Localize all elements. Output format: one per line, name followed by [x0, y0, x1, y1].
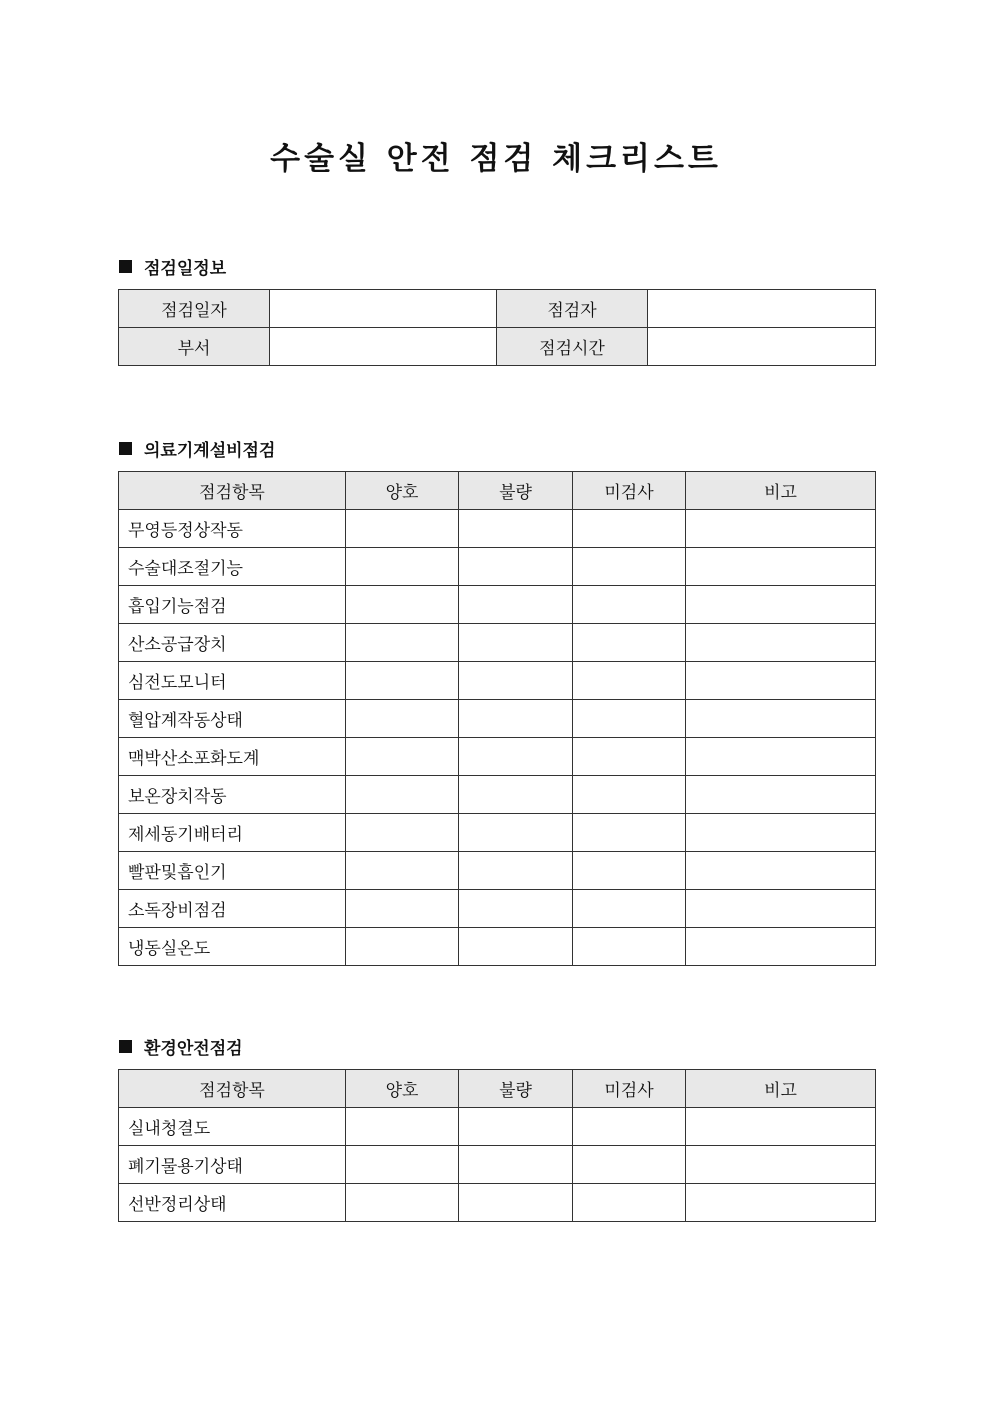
section-heading-label: 의료기계설비점검 — [144, 441, 276, 461]
good-check-cell[interactable] — [346, 700, 459, 738]
section-heading-label: 점검일정보 — [144, 259, 227, 279]
label-inspection-time: 점검시간 — [497, 328, 648, 366]
bad-check-cell[interactable] — [459, 548, 573, 586]
table-row — [119, 928, 876, 966]
remarks-cell[interactable] — [686, 776, 876, 814]
bad-check-cell[interactable] — [459, 814, 573, 852]
checklist-item-label: 실내청결도 — [119, 1108, 346, 1146]
checklist-item-label: 무영등정상작동 — [119, 510, 346, 548]
section-heading-equipment — [119, 436, 275, 461]
checklist-item-label: 제세동기배터리 — [119, 814, 346, 852]
table-row — [119, 662, 876, 700]
not-inspected-check-cell[interactable] — [573, 700, 686, 738]
not-inspected-check-cell[interactable] — [573, 852, 686, 890]
checklist-item-label: 수술대조절기능 — [119, 548, 346, 586]
inspector-field[interactable] — [648, 290, 876, 328]
remarks-column-header: 비고 — [686, 472, 876, 510]
remarks-cell[interactable] — [686, 852, 876, 890]
checklist-item-label: 산소공급장치 — [119, 624, 346, 662]
bad-check-cell[interactable] — [459, 1146, 573, 1184]
good-check-cell[interactable] — [346, 1146, 459, 1184]
table-row — [119, 1184, 876, 1222]
info-table — [118, 289, 876, 366]
remarks-cell[interactable] — [686, 662, 876, 700]
bad-check-cell[interactable] — [459, 890, 573, 928]
not-inspected-check-cell[interactable] — [573, 624, 686, 662]
page-title: 수술실 안전 점검 체크리스트 — [270, 141, 722, 177]
not-inspected-column-header: 미검사 — [573, 1070, 686, 1108]
good-check-cell[interactable] — [346, 586, 459, 624]
remarks-cell[interactable] — [686, 510, 876, 548]
square-bullet-icon — [119, 1040, 132, 1053]
table-row — [119, 548, 876, 586]
table-header-row — [119, 472, 876, 510]
checklist-item-label: 소독장비점검 — [119, 890, 346, 928]
remarks-cell[interactable] — [686, 700, 876, 738]
label-inspection-date: 점검일자 — [119, 290, 270, 328]
section-heading-info — [119, 254, 226, 279]
department-field[interactable] — [270, 328, 497, 366]
remarks-cell[interactable] — [686, 624, 876, 662]
bad-check-cell[interactable] — [459, 662, 573, 700]
checklist-item-label: 보온장치작동 — [119, 776, 346, 814]
not-inspected-check-cell[interactable] — [573, 928, 686, 966]
section-heading-environment — [119, 1034, 243, 1059]
table-row — [119, 510, 876, 548]
table-row — [119, 328, 876, 366]
bad-check-cell[interactable] — [459, 510, 573, 548]
table-row — [119, 290, 876, 328]
not-inspected-check-cell[interactable] — [573, 548, 686, 586]
good-check-cell[interactable] — [346, 1108, 459, 1146]
table-row — [119, 1146, 876, 1184]
table-header-row — [119, 1070, 876, 1108]
environment-checklist-table — [118, 1069, 876, 1222]
table-row — [119, 776, 876, 814]
not-inspected-check-cell[interactable] — [573, 776, 686, 814]
section-heading-label: 환경안전점검 — [144, 1039, 243, 1059]
inspection-time-field[interactable] — [648, 328, 876, 366]
table-row — [119, 700, 876, 738]
good-check-cell[interactable] — [346, 1184, 459, 1222]
bad-check-cell[interactable] — [459, 700, 573, 738]
remarks-cell[interactable] — [686, 1146, 876, 1184]
bad-check-cell[interactable] — [459, 852, 573, 890]
remarks-cell[interactable] — [686, 586, 876, 624]
bad-column-header: 불량 — [459, 472, 573, 510]
remarks-column-header: 비고 — [686, 1070, 876, 1108]
not-inspected-check-cell[interactable] — [573, 1146, 686, 1184]
good-check-cell[interactable] — [346, 624, 459, 662]
good-column-header: 양호 — [346, 472, 459, 510]
table-row — [119, 624, 876, 662]
item-column-header: 점검항목 — [119, 472, 346, 510]
checklist-item-label: 심전도모니터 — [119, 662, 346, 700]
not-inspected-check-cell[interactable] — [573, 662, 686, 700]
bad-column-header: 불량 — [459, 1070, 573, 1108]
not-inspected-check-cell[interactable] — [573, 586, 686, 624]
table-row — [119, 814, 876, 852]
table-row — [119, 586, 876, 624]
inspection-date-field[interactable] — [270, 290, 497, 328]
label-department: 부서 — [119, 328, 270, 366]
not-inspected-check-cell[interactable] — [573, 510, 686, 548]
bad-check-cell[interactable] — [459, 776, 573, 814]
square-bullet-icon — [119, 260, 132, 273]
bad-check-cell[interactable] — [459, 1108, 573, 1146]
checklist-item-label: 맥박산소포화도계 — [119, 738, 346, 776]
good-check-cell[interactable] — [346, 776, 459, 814]
checklist-item-label: 선반정리상태 — [119, 1184, 346, 1222]
bad-check-cell[interactable] — [459, 738, 573, 776]
checklist-item-label: 폐기물용기상태 — [119, 1146, 346, 1184]
remarks-cell[interactable] — [686, 928, 876, 966]
good-check-cell[interactable] — [346, 852, 459, 890]
not-inspected-check-cell[interactable] — [573, 738, 686, 776]
good-check-cell[interactable] — [346, 738, 459, 776]
table-row — [119, 852, 876, 890]
good-check-cell[interactable] — [346, 928, 459, 966]
good-check-cell[interactable] — [346, 510, 459, 548]
not-inspected-check-cell[interactable] — [573, 890, 686, 928]
checklist-item-label: 흡입기능점검 — [119, 586, 346, 624]
remarks-cell[interactable] — [686, 738, 876, 776]
not-inspected-check-cell[interactable] — [573, 814, 686, 852]
equipment-checklist-table — [118, 471, 876, 966]
good-check-cell[interactable] — [346, 890, 459, 928]
checklist-item-label: 혈압계작동상태 — [119, 700, 346, 738]
table-row — [119, 738, 876, 776]
remarks-cell[interactable] — [686, 890, 876, 928]
table-row — [119, 890, 876, 928]
not-inspected-check-cell[interactable] — [573, 1108, 686, 1146]
table-row — [119, 1108, 876, 1146]
good-column-header: 양호 — [346, 1070, 459, 1108]
not-inspected-column-header: 미검사 — [573, 472, 686, 510]
good-check-cell[interactable] — [346, 548, 459, 586]
checklist-item-label: 냉동실온도 — [119, 928, 346, 966]
remarks-cell[interactable] — [686, 814, 876, 852]
bad-check-cell[interactable] — [459, 586, 573, 624]
bad-check-cell[interactable] — [459, 1184, 573, 1222]
remarks-cell[interactable] — [686, 1108, 876, 1146]
remarks-cell[interactable] — [686, 548, 876, 586]
remarks-cell[interactable] — [686, 1184, 876, 1222]
bad-check-cell[interactable] — [459, 624, 573, 662]
label-inspector: 점검자 — [497, 290, 648, 328]
item-column-header: 점검항목 — [119, 1070, 346, 1108]
good-check-cell[interactable] — [346, 814, 459, 852]
checklist-item-label: 빨판및흡인기 — [119, 852, 346, 890]
square-bullet-icon — [119, 442, 132, 455]
not-inspected-check-cell[interactable] — [573, 1184, 686, 1222]
good-check-cell[interactable] — [346, 662, 459, 700]
bad-check-cell[interactable] — [459, 928, 573, 966]
